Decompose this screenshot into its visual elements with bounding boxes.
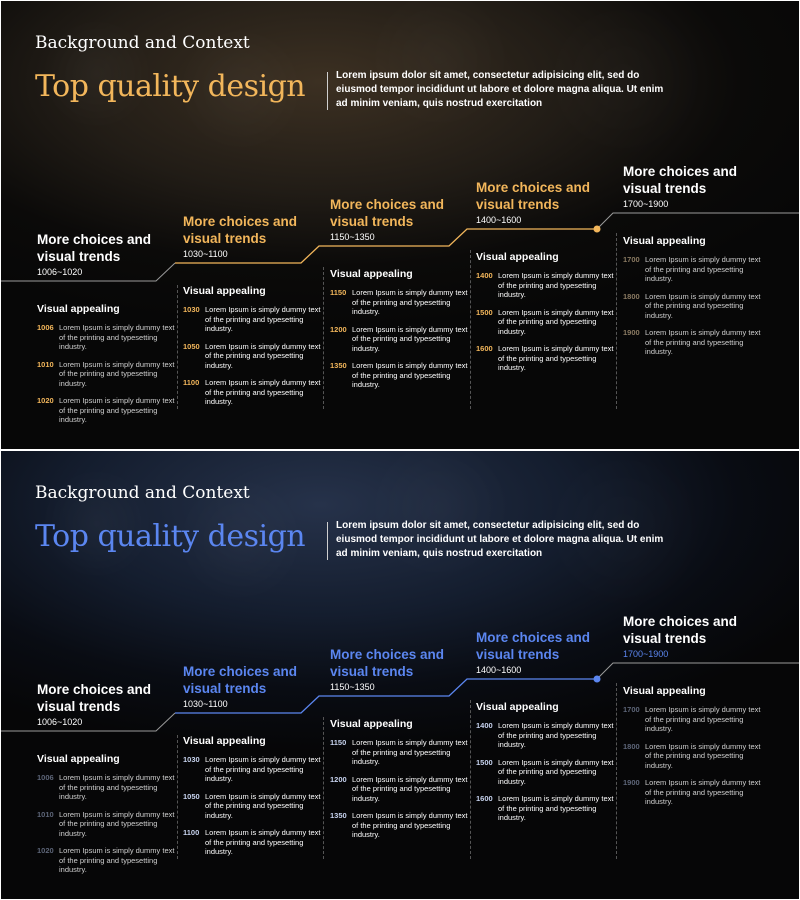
entry-description: Lorem Ipsum is simply dummy text of the printing and typesetting industry. bbox=[205, 828, 321, 856]
stage-heading: More choices and visual trends bbox=[623, 164, 738, 196]
slide-kicker: Background and Context bbox=[35, 33, 250, 53]
entry-year: 1006 bbox=[37, 773, 54, 782]
column-separator bbox=[616, 233, 617, 409]
entry-year: 1006 bbox=[37, 323, 54, 332]
entry-year: 1100 bbox=[183, 828, 200, 837]
entry-year: 1050 bbox=[183, 341, 200, 351]
stage-year-range: 1006~1020 bbox=[37, 267, 83, 277]
entry-year: 1900 bbox=[623, 778, 640, 787]
timeline-slide-gold bbox=[1, 1, 799, 449]
column-separator bbox=[177, 735, 178, 859]
entry-description: Lorem Ipsum is simply dummy text of the printing and typesetting industry. bbox=[645, 328, 761, 356]
stage-year-range: 1400~1600 bbox=[476, 665, 522, 675]
entry-description: Lorem Ipsum is simply dummy text of the printing and typesetting industry. bbox=[498, 307, 614, 336]
entry-year: 1010 bbox=[37, 359, 54, 369]
entry-description: Lorem Ipsum is simply dummy text of the printing and typesetting industry. bbox=[352, 774, 468, 803]
entry-year: 1500 bbox=[476, 307, 493, 317]
stage-subheading: Visual appealing bbox=[37, 753, 120, 765]
stage-subheading: Visual appealing bbox=[623, 685, 706, 697]
entry-year: 1500 bbox=[476, 757, 493, 767]
stage-subheading: Visual appealing bbox=[37, 303, 120, 315]
stage-subheading: Visual appealing bbox=[476, 251, 559, 263]
stage-year-range: 1030~1100 bbox=[183, 249, 228, 259]
entry-year: 1010 bbox=[37, 809, 54, 819]
stage-heading: More choices and visual trends bbox=[476, 630, 591, 662]
entry-year: 1700 bbox=[623, 705, 640, 714]
column-separator bbox=[323, 267, 324, 409]
intro-text: Lorem ipsum dolor sit amet, consectetur adipisicing elit, sed do eiusmod tempor incididunt ut labore et dolore magna aliqua. Ut enim ad minim veniam, quis nostrud exercitation bbox=[336, 520, 664, 559]
entry-description: Lorem Ipsum is simply dummy text of the printing and typesetting industry. bbox=[352, 811, 468, 839]
entry-description: Lorem Ipsum is simply dummy text of the printing and typesetting industry. bbox=[498, 757, 614, 786]
entry-year: 1700 bbox=[623, 255, 640, 264]
entry-year: 1050 bbox=[183, 791, 200, 801]
timeline-segment-base bbox=[1, 713, 175, 731]
entry-description: Lorem Ipsum is simply dummy text of the printing and typesetting industry. bbox=[645, 291, 761, 320]
entry-year: 1800 bbox=[623, 291, 640, 301]
timeline-segment-future bbox=[597, 663, 799, 679]
timeline-current-dot bbox=[594, 676, 601, 683]
entry-description: Lorem Ipsum is simply dummy text of the printing and typesetting industry. bbox=[205, 305, 321, 333]
column-separator bbox=[616, 683, 617, 859]
timeline-path bbox=[1, 1, 799, 449]
entry-description: Lorem Ipsum is simply dummy text of the printing and typesetting industry. bbox=[59, 846, 175, 874]
stage-heading: More choices and visual trends bbox=[183, 664, 298, 696]
stage-heading: More choices and visual trends bbox=[37, 232, 152, 264]
entry-description: Lorem Ipsum is simply dummy text of the printing and typesetting industry. bbox=[205, 791, 321, 820]
stage-year-range: 1150~1350 bbox=[330, 682, 375, 692]
entry-year: 1350 bbox=[330, 811, 347, 820]
entry-description: Lorem Ipsum is simply dummy text of the printing and typesetting industry. bbox=[498, 794, 614, 822]
entry-description: Lorem Ipsum is simply dummy text of the printing and typesetting industry. bbox=[352, 288, 468, 316]
entry-description: Lorem Ipsum is simply dummy text of the printing and typesetting industry. bbox=[645, 255, 761, 283]
entry-description: Lorem Ipsum is simply dummy text of the printing and typesetting industry. bbox=[352, 738, 468, 766]
stage-year-range: 1150~1350 bbox=[330, 232, 375, 242]
column-separator bbox=[470, 700, 471, 859]
stage-subheading: Visual appealing bbox=[183, 735, 266, 747]
entry-year: 1600 bbox=[476, 344, 493, 353]
entry-description: Lorem Ipsum is simply dummy text of the printing and typesetting industry. bbox=[352, 361, 468, 389]
entry-year: 1030 bbox=[183, 305, 200, 314]
entry-year: 1150 bbox=[330, 738, 347, 747]
entry-description: Lorem Ipsum is simply dummy text of the printing and typesetting industry. bbox=[205, 755, 321, 783]
intro-text: Lorem ipsum dolor sit amet, consectetur adipisicing elit, sed do eiusmod tempor incididunt ut labore et dolore magna aliqua. Ut enim ad minim veniam, quis nostrud exercitation bbox=[336, 70, 664, 109]
entry-description: Lorem Ipsum is simply dummy text of the printing and typesetting industry. bbox=[498, 344, 614, 372]
column-separator bbox=[177, 285, 178, 409]
slide-kicker: Background and Context bbox=[35, 483, 250, 503]
entry-year: 1400 bbox=[476, 721, 493, 730]
entry-description: Lorem Ipsum is simply dummy text of the printing and typesetting industry. bbox=[59, 773, 175, 801]
stage-heading: More choices and visual trends bbox=[476, 180, 591, 212]
stage-subheading: Visual appealing bbox=[330, 268, 413, 280]
stage-year-range: 1700~1900 bbox=[623, 649, 669, 659]
timeline-current-dot bbox=[594, 226, 601, 233]
stage-subheading: Visual appealing bbox=[183, 285, 266, 297]
entry-year: 1100 bbox=[183, 378, 200, 387]
stage-year-range: 1400~1600 bbox=[476, 215, 522, 225]
entry-year: 1030 bbox=[183, 755, 200, 764]
entry-year: 1200 bbox=[330, 774, 347, 784]
column-separator bbox=[470, 250, 471, 409]
stage-heading: More choices and visual trends bbox=[37, 682, 152, 714]
stage-subheading: Visual appealing bbox=[476, 701, 559, 713]
entry-description: Lorem Ipsum is simply dummy text of the printing and typesetting industry. bbox=[59, 396, 175, 424]
entry-description: Lorem Ipsum is simply dummy text of the printing and typesetting industry. bbox=[59, 809, 175, 838]
stage-year-range: 1700~1900 bbox=[623, 199, 669, 209]
entry-year: 1020 bbox=[37, 846, 54, 855]
stage-year-range: 1006~1020 bbox=[37, 717, 83, 727]
timeline-segment-active bbox=[175, 679, 597, 713]
entry-year: 1400 bbox=[476, 271, 493, 280]
entry-year: 1600 bbox=[476, 794, 493, 803]
timeline-slide-blue bbox=[1, 451, 799, 899]
timeline-path bbox=[1, 451, 799, 899]
entry-description: Lorem Ipsum is simply dummy text of the printing and typesetting industry. bbox=[498, 271, 614, 299]
entry-description: Lorem Ipsum is simply dummy text of the printing and typesetting industry. bbox=[59, 359, 175, 388]
entry-year: 1800 bbox=[623, 741, 640, 751]
timeline-segment-base bbox=[1, 263, 175, 281]
entry-description: Lorem Ipsum is simply dummy text of the printing and typesetting industry. bbox=[645, 778, 761, 806]
stage-year-range: 1030~1100 bbox=[183, 699, 228, 709]
stage-heading: More choices and visual trends bbox=[183, 214, 298, 246]
timeline-segment-future bbox=[597, 213, 799, 229]
slide-title: Top quality design bbox=[35, 519, 306, 554]
entry-description: Lorem Ipsum is simply dummy text of the printing and typesetting industry. bbox=[352, 324, 468, 353]
entry-year: 1020 bbox=[37, 396, 54, 405]
entry-description: Lorem Ipsum is simply dummy text of the printing and typesetting industry. bbox=[645, 741, 761, 770]
entry-description: Lorem Ipsum is simply dummy text of the printing and typesetting industry. bbox=[645, 705, 761, 733]
stage-heading: More choices and visual trends bbox=[330, 647, 445, 679]
entry-year: 1150 bbox=[330, 288, 347, 297]
slide-title: Top quality design bbox=[35, 69, 306, 104]
stage-heading: More choices and visual trends bbox=[330, 197, 445, 229]
entry-year: 1200 bbox=[330, 324, 347, 334]
entry-year: 1900 bbox=[623, 328, 640, 337]
entry-description: Lorem Ipsum is simply dummy text of the printing and typesetting industry. bbox=[59, 323, 175, 351]
entry-description: Lorem Ipsum is simply dummy text of the printing and typesetting industry. bbox=[205, 378, 321, 406]
timeline-segment-active bbox=[175, 229, 597, 263]
entry-description: Lorem Ipsum is simply dummy text of the printing and typesetting industry. bbox=[205, 341, 321, 370]
entry-description: Lorem Ipsum is simply dummy text of the printing and typesetting industry. bbox=[498, 721, 614, 749]
column-separator bbox=[323, 717, 324, 859]
stage-subheading: Visual appealing bbox=[330, 718, 413, 730]
entry-year: 1350 bbox=[330, 361, 347, 370]
stage-subheading: Visual appealing bbox=[623, 235, 706, 247]
stage-heading: More choices and visual trends bbox=[623, 614, 738, 646]
